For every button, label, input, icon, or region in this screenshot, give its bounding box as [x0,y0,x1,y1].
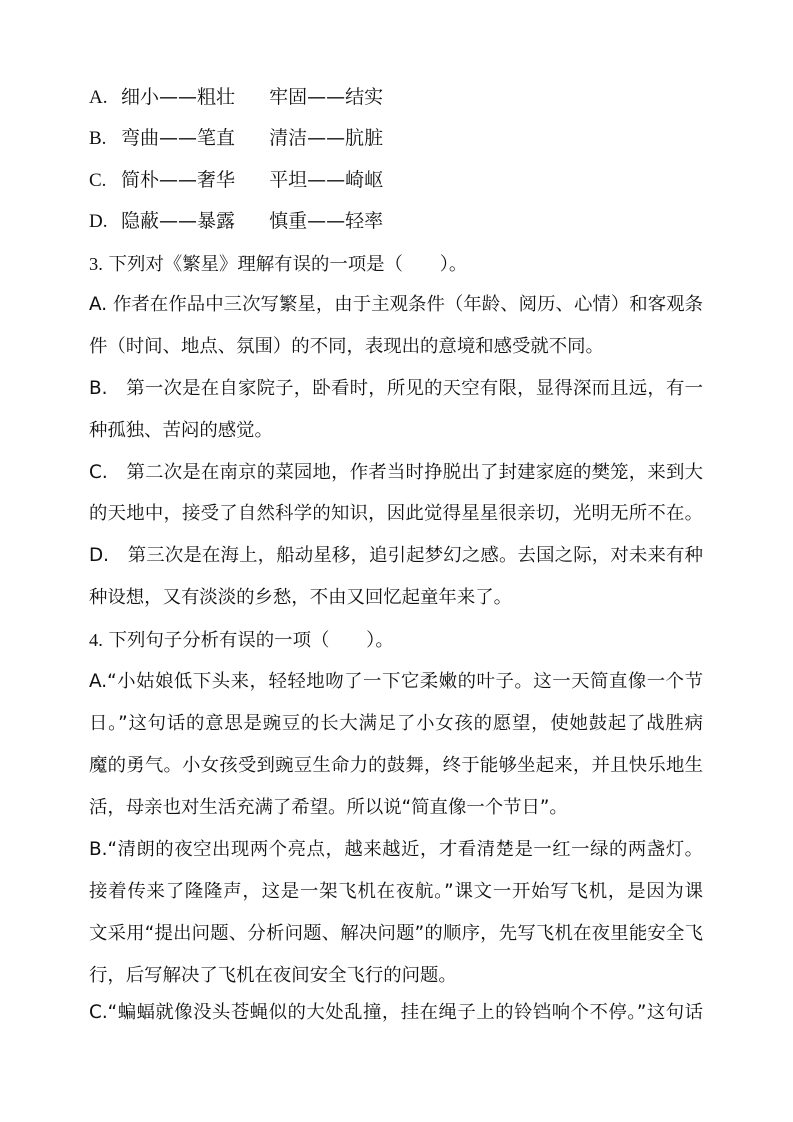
question-text: 下列句子分析有误的一项（ ）。 [108,630,394,651]
q4-line: 魔的勇气。小女孩受到豌豆生命力的鼓舞，终于能够坐起来，并且快乐地生 [89,755,703,776]
q3-line: B. 第一次是在自家院子，卧看时，所见的天空有限，显得深而且远，有一 [89,378,703,399]
q4-line: C.“蝙蝠就像没头苍蝇似的大处乱撞，挂在绳子上的铃铛响个不停。”这句话 [89,1002,703,1023]
q3-line: 种孤独、苦闷的感觉。 [89,420,273,441]
q4-stem [89,628,394,652]
q2-option-d [89,209,383,233]
q4-line: B.“清朗的夜空出现两个亮点，越来越近，才看清楚是一红一绿的两盏灯。 [89,839,703,860]
option-label: C. [89,170,107,191]
option-pair-1: 细小——粗壮 [121,86,236,108]
q3-line: D. 第三次是在海上，船动星移，追引起梦幻之感。去国之际，对未来有种 [89,545,703,566]
q4-line: 接着传来了隆隆声，这是一架飞机在夜航。”课文一开始写飞机，是因为课 [89,881,703,902]
question-text: 下列对《繁星》理解有误的一项是（ ）。 [108,254,468,275]
q3-stem [89,252,467,276]
q4-line: 活，母亲也对生活充满了希望。所以说“简直像一个节日”。 [89,797,568,818]
q3-line: A. 作者在作品中三次写繁星，由于主观条件（年龄、阅历、心情）和客观条 [89,294,703,315]
question-number: 4. [89,630,103,650]
option-label: B. [89,128,107,149]
option-pair-2: 牢固——结实 [269,86,384,108]
q3-line: 件（时间、地点、氛围）的不同，表现出的意境和感受就不同。 [89,336,604,357]
q4-line: A.“小姑娘低下头来，轻轻地吻了一下它柔嫩的叶子。这一天简直像一个节 [89,671,703,692]
option-pair-2: 清洁——肮脏 [269,127,384,149]
q3-line: 的天地中，接受了自然科学的知识，因此觉得星星很亲切，光明无所不在。 [89,503,703,524]
q4-line: 文采用“提出问题、分析问题、解决问题”的顺序，先写飞机在夜里能安全飞 [89,923,703,944]
option-pair-1: 隐蔽——暴露 [121,210,236,232]
option-pair-1: 简朴——奢华 [121,169,236,191]
option-label: A. [89,87,108,108]
option-pair-2: 慎重——轻率 [269,210,384,232]
q2-option-b [89,126,383,150]
option-pair-2: 平坦——崎岖 [269,169,384,191]
q4-line: 行，后写解决了飞机在夜间安全飞行的问题。 [89,965,457,986]
q2-option-c [89,168,383,192]
q3-line: C. 第二次是在南京的菜园地，作者当时挣脱出了封建家庭的樊笼，来到大 [89,462,703,483]
option-label: D. [89,211,108,232]
question-number: 3. [89,254,103,274]
option-pair-1: 弯曲——笔直 [121,127,236,149]
q3-line: 种设想，又有淡淡的乡愁，不由又回忆起童年来了。 [89,587,512,608]
q2-option-a [89,85,383,109]
q4-line: 日。”这句话的意思是豌豆的长大满足了小女孩的愿望，使她鼓起了战胜病 [89,713,703,734]
